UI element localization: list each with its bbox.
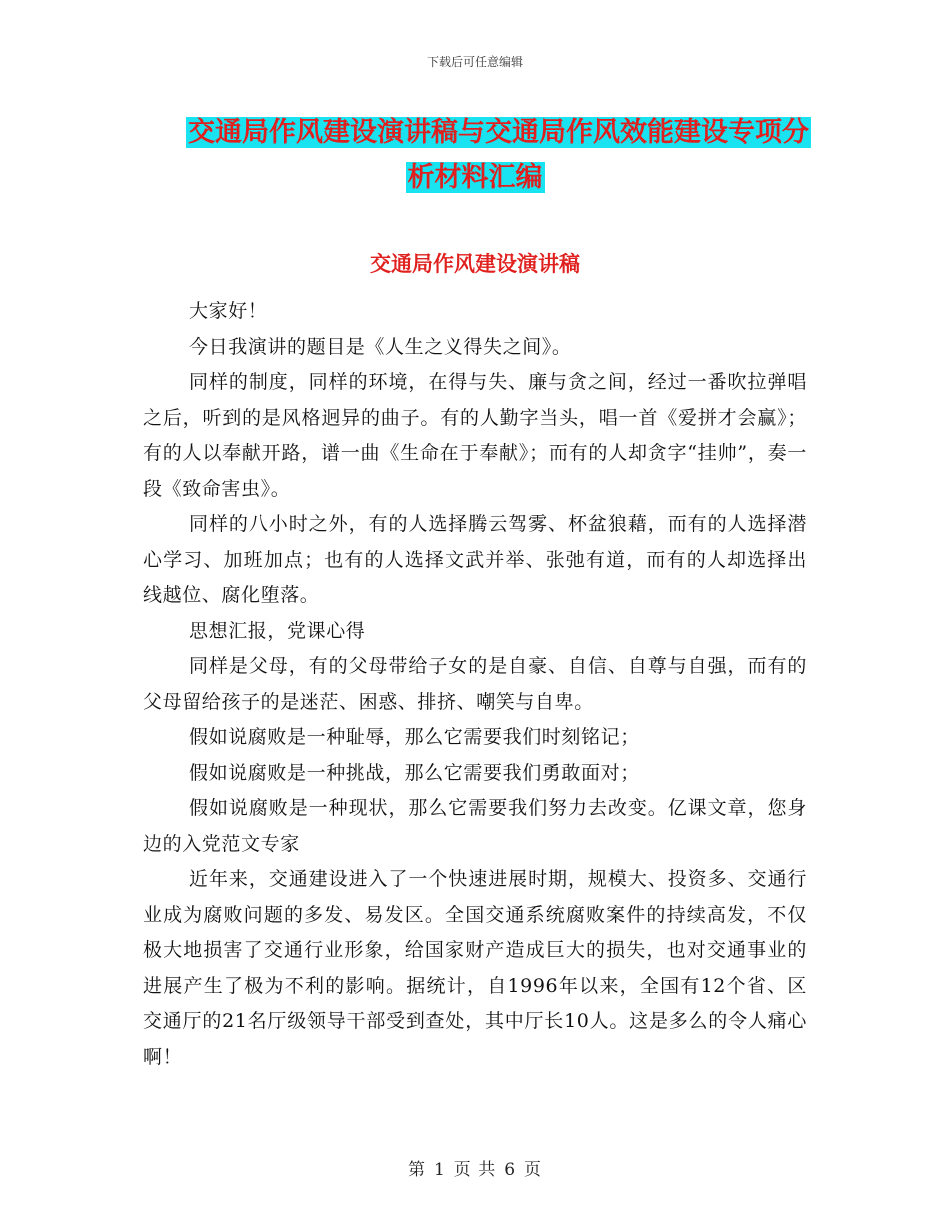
title-line-1: 交通局作风建设演讲稿与交通局作风效能建设专项分 <box>188 117 809 148</box>
page-number: 1 <box>433 1160 446 1180</box>
paragraph-topic: 今日我演讲的题目是《人生之义得失之间》。 <box>189 335 572 358</box>
total-pages: 6 <box>504 1160 517 1180</box>
body-text <box>143 294 807 1075</box>
footer-prefix: 第 <box>407 1160 426 1180</box>
paragraph: 同样的八小时之外，有的人选择腾云驾雾、杯盆狼藉，而有的人选择潜心学习、加班加点；也有的人选择文武并举、张弛有道，而有的人却选择出线越位、腐化堕落。 <box>143 513 807 606</box>
section-title: 交通局作风建设演讲稿 <box>370 252 580 276</box>
paragraph: 近年来，交通建设进入了一个快速进展时期，规模大、投资多、交通行业成为腐败问题的多发、易发区。全国交通系统腐败案件的持续高发，不仅极大地损害了交通行业形象，给国家财产造成巨大的损失，也对交通事业的进展产生了极为不利的影响。据统计，自1996年以来，全国有12个省、区交通厅的21名厅级领导干部受到查处，其中厅长10人。这是多么的令人痛心啊！ <box>143 868 807 1068</box>
header-note: 下载后可任意编辑 <box>426 55 523 69</box>
document-title <box>0 110 950 200</box>
footer-suffix: 页 <box>524 1160 543 1180</box>
paragraph: 同样的制度，同样的环境，在得与失、廉与贪之间，经过一番吹拉弹唱之后，听到的是风格迥异的曲子。有的人勤字当头，唱一首《爱拼才会赢》；有的人以奉献开路，谱一曲《生命在于奉献》；而有的人却贪字“挂帅”，奏一段《致命害虫》。 <box>143 371 807 500</box>
title-line-2: 析材料汇编 <box>407 162 543 193</box>
paragraph: 思想汇报，党课心得 <box>189 619 366 642</box>
page-footer <box>0 1155 950 1180</box>
paragraph: 假如说腐败是一种耻辱，那么它需要我们时刻铭记； <box>189 726 640 748</box>
footer-mid: 页 共 <box>453 1160 497 1180</box>
paragraph: 同样是父母，有的父母带给子女的是自豪、自信、自尊与自强，而有的父母留给孩子的是迷茫、困惑、排挤、嘲笑与自卑。 <box>143 655 807 713</box>
paragraph: 假如说腐败是一种挑战，那么它需要我们勇敢面对； <box>189 761 640 784</box>
paragraph-greeting: 大家好！ <box>189 300 268 322</box>
paragraph: 假如说腐败是一种现状，那么它需要我们努力去改变。亿课文章，您身边的入党范文专家 <box>143 797 807 855</box>
